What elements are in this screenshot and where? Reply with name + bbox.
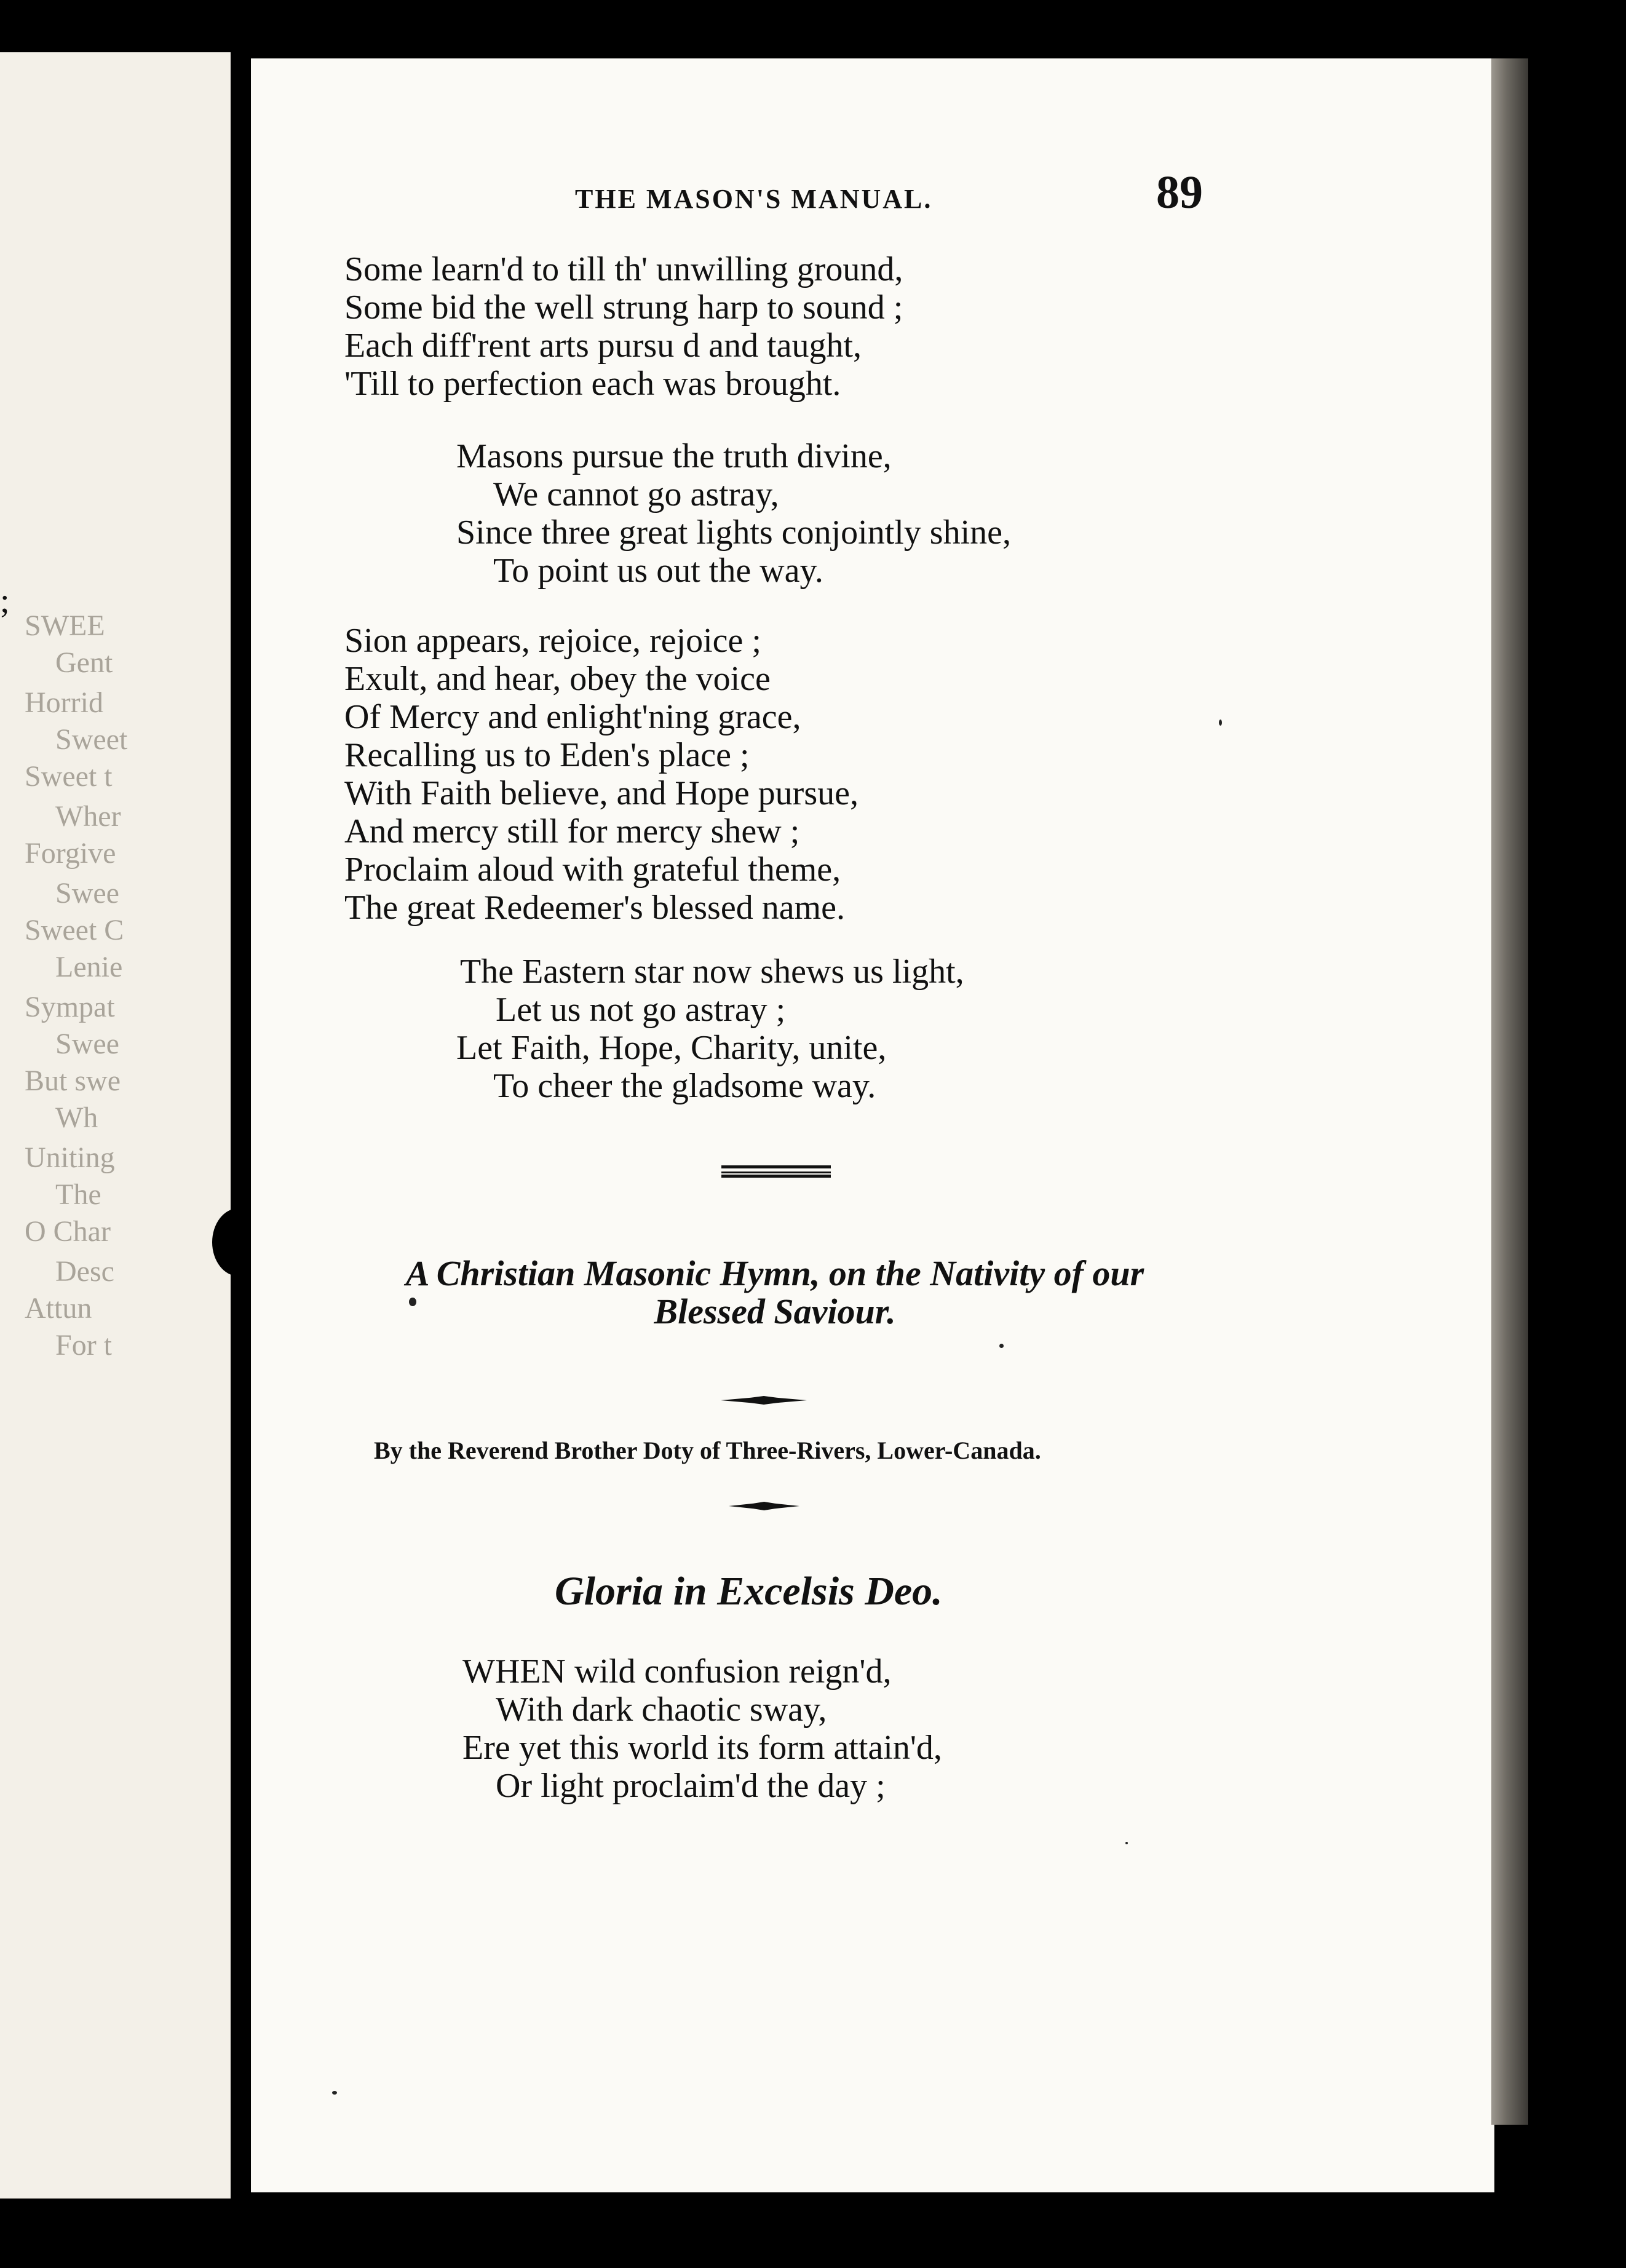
- poem-line: Let us not go astray ;: [496, 991, 786, 1029]
- left-page-fragment: SWEE: [25, 609, 105, 642]
- scan-speck: [999, 1344, 1004, 1348]
- left-page-fragment: Gent: [55, 646, 113, 679]
- poem-line: Or light proclaim'd the day ;: [496, 1767, 886, 1805]
- left-page-fragment: Horrid: [25, 686, 103, 719]
- poem-line: Let Faith, Hope, Charity, unite,: [456, 1029, 887, 1067]
- page-edge-shadow: [1491, 58, 1528, 2125]
- hymn-title-line: Blessed Saviour.: [654, 1291, 896, 1331]
- poem-line: The Eastern star now shews us light,: [460, 953, 964, 991]
- poem-line: Exult, and hear, obey the voice: [344, 660, 771, 698]
- hymn-title: [344, 1255, 1205, 1331]
- scan-speck: [1219, 720, 1222, 726]
- poem-line: WHEN wild confusion reign'd,: [462, 1652, 892, 1691]
- poem-line: We cannot go astray,: [493, 475, 779, 513]
- left-page-fragment: ;: [0, 582, 10, 620]
- scan-speck: [409, 1298, 416, 1306]
- running-head: THE MASON'S MANUAL.: [575, 184, 933, 214]
- poem-line: Since three great lights conjointly shine,: [456, 513, 1012, 552]
- left-page-fragment: Forgive: [25, 837, 116, 870]
- left-page-fragment: Sympat: [25, 991, 115, 1023]
- left-page-fragment: O Char: [25, 1215, 111, 1248]
- hymn-subtitle: Gloria in Excelsis Deo.: [555, 1569, 943, 1614]
- poem-line: Recalling us to Eden's place ;: [344, 736, 750, 774]
- left-page-fragment: Swee: [55, 1028, 119, 1060]
- left-page-fragment: Wh: [55, 1101, 98, 1134]
- page-number: 89: [1156, 167, 1203, 218]
- left-page-fragment: But swe: [25, 1065, 121, 1097]
- left-page-fragment: Lenie: [55, 951, 123, 983]
- left-page-fragment: The: [55, 1178, 101, 1211]
- left-page-fragment: Sweet C: [25, 914, 124, 946]
- left-facing-page: [0, 52, 232, 2199]
- book-gutter: [231, 52, 249, 2199]
- scan-speck: [1125, 1842, 1128, 1844]
- poem-line: Some learn'd to till th' unwilling ground,: [344, 250, 903, 288]
- poem-line: Ere yet this world its form attain'd,: [462, 1729, 942, 1767]
- hymn-title-line: A Christian Masonic Hymn, on the Nativity of our: [405, 1253, 1144, 1293]
- scan-speck: [332, 2091, 337, 2095]
- left-page-fragment: Uniting: [25, 1141, 115, 1174]
- left-page-fragment: Attun: [25, 1292, 92, 1325]
- left-page-fragment: Swee: [55, 877, 119, 910]
- section-divider-rule: [721, 1165, 831, 1178]
- poem-line: With dark chaotic sway,: [496, 1691, 827, 1729]
- poem-line: Masons pursue the truth divine,: [456, 437, 892, 475]
- left-page-fragment: Desc: [55, 1255, 114, 1288]
- poem-line: Each diff'rent arts pursu d and taught,: [344, 327, 862, 365]
- left-page-fragment: Sweet: [55, 723, 128, 756]
- poem-line: Of Mercy and enlight'ning grace,: [344, 698, 801, 736]
- poem-line: With Faith believe, and Hope pursue,: [344, 774, 859, 812]
- left-page-fragment: Wher: [55, 800, 121, 833]
- poem-line: To cheer the gladsome way.: [493, 1067, 876, 1105]
- poem-line: 'Till to perfection each was brought.: [344, 365, 841, 403]
- left-page-fragment: For t: [55, 1329, 113, 1362]
- left-page-fragment: Sweet t: [25, 760, 113, 793]
- poem-line: To point us out the way.: [493, 552, 823, 590]
- poem-line: Sion appears, rejoice, rejoice ;: [344, 622, 761, 660]
- author-byline: By the Reverend Brother Doty of Three-Rivers, Lower-Canada.: [374, 1437, 1041, 1464]
- poem-line: And mercy still for mercy shew ;: [344, 812, 800, 850]
- poem-line: Some bid the well strung harp to sound ;: [344, 288, 903, 327]
- poem-line: Proclaim aloud with grateful theme,: [344, 850, 841, 889]
- poem-line: The great Redeemer's blessed name.: [344, 889, 845, 927]
